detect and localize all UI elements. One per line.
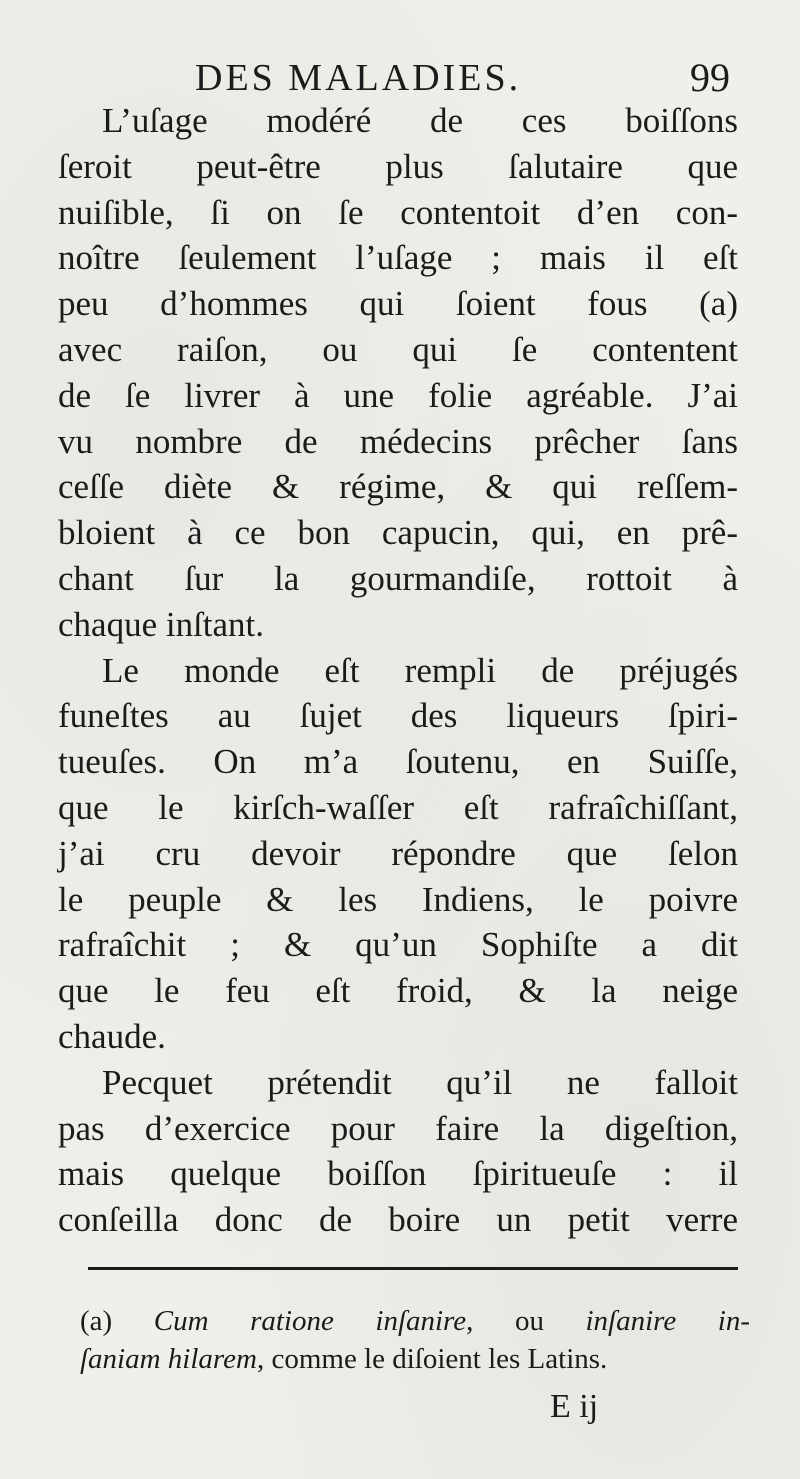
text-line: que le kirſch-waſſer eſt rafraîchiſſant,: [58, 787, 738, 827]
text-line: conſeilla donc de boire un petit verre: [58, 1200, 738, 1240]
footnote-marker: (a): [80, 1305, 113, 1337]
text-line: tueuſes. On m’a ſoutenu, en Suiſſe,: [58, 742, 738, 782]
footnote-line: [80, 1340, 750, 1378]
footnote-latin-phrase: inſanire in-: [585, 1305, 750, 1337]
text-line: avec raiſon, ou qui ſe contentent: [58, 329, 738, 369]
text-line: mais quelque boiſſon ſpiritueuſe : il: [58, 1154, 738, 1194]
text-line: Pecquet prétendit qu’il ne falloit: [102, 1062, 738, 1102]
footnote-latin-phrase: ſaniam hilarem: [80, 1343, 257, 1375]
text-line: chaude.: [58, 1016, 166, 1056]
footnote-text: , comme le diſoient les Latins.: [256, 1343, 608, 1375]
footnote-line: [80, 1302, 750, 1340]
body-text: [58, 98, 738, 1243]
text-line: bloient à ce bon capucin, qui, en prê-: [58, 513, 738, 553]
page-number: 99: [690, 55, 730, 100]
text-line: vu nombre de médecins prêcher ſans: [58, 421, 738, 461]
text-line: pas d’exercice pour faire la digeſtion,: [58, 1108, 738, 1148]
text-line: chaque inſtant.: [58, 604, 265, 644]
footnote-latin-phrase: Cum ratione inſanire: [153, 1305, 467, 1337]
text-line: noître ſeulement l’uſage ; mais il eſt: [58, 238, 738, 278]
running-head-title: DES MALADIES.: [195, 57, 522, 99]
text-line: nuiſible, ſi on ſe contentoit d’en con-: [58, 192, 738, 232]
text-line: peu d’hommes qui ſoient fous (a): [58, 284, 738, 324]
text-line: chant ſur la gourmandiſe, rottoit à: [58, 558, 738, 598]
text-line: rafraîchit ; & qu’un Sophiſte a dit: [58, 925, 738, 965]
text-line: le peuple & les Indiens, le poivre: [58, 879, 738, 919]
text-line: de ſe livrer à une folie agréable. J’ai: [58, 375, 738, 415]
text-line: j’ai cru devoir répondre que ſelon: [58, 833, 738, 873]
text-line: L’uſage modéré de ces boiſſons: [102, 101, 738, 140]
footnote-text: , ou: [466, 1305, 544, 1337]
text-line: ſeroit peut-être plus ſalutaire que: [58, 146, 738, 186]
text-line: que le feu eſt froid, & la neige: [58, 971, 738, 1011]
text-line: funeſtes au ſujet des liqueurs ſpiri-: [58, 696, 738, 736]
text-line: ceſſe diète & régime, & qui reſſem-: [58, 467, 738, 507]
text-line: Le monde eſt rempli de préjugés: [102, 650, 738, 690]
footnote: [80, 1302, 750, 1378]
footnote-divider: [88, 1267, 738, 1270]
signature-mark: E ij: [550, 1388, 599, 1425]
